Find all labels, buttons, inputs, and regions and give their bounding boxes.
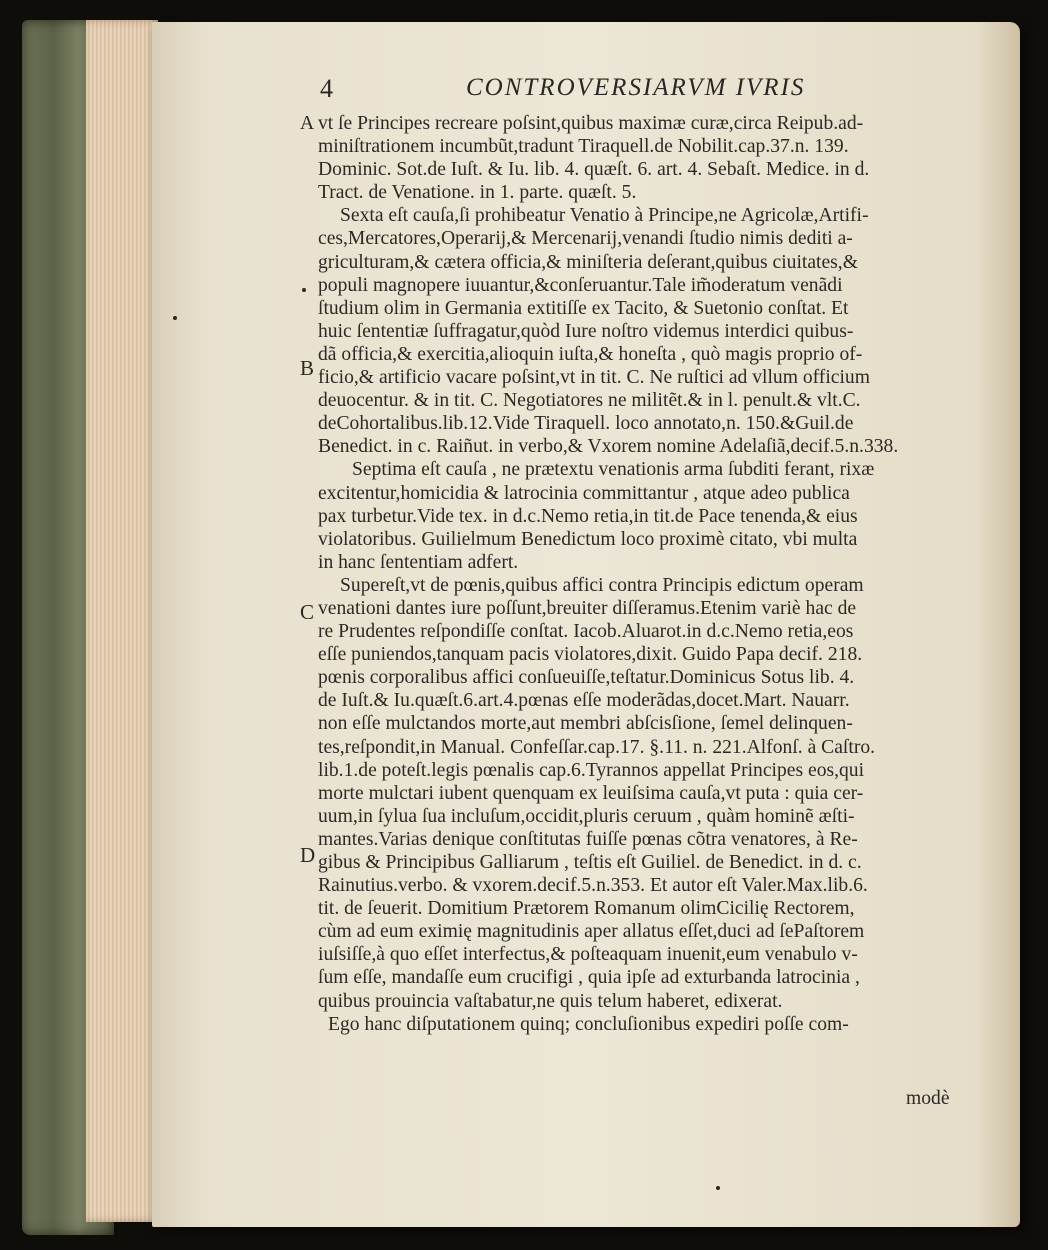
text-line: ſum eſſe, mandaſſe eum crucifigi , quia ipſe ad exturbanda latrocinia , [318,967,860,989]
text-line: Rainutius.verbo. & vxorem.decif.5.n.353. Et autor eſt Valer.Max.lib.6. [318,875,868,897]
margin-letter-d: D [300,843,316,867]
text-line: violatoribus. Guilielmum Benedictum loco proximè citato, vbi multa [318,528,858,550]
text-line: tit. de ſeuerit. Domitium Prætorem Romanum olimCicilię Rectorem, [318,898,855,920]
text-line: gibus & Principibus Galliarum , teſtis eſt Guiliel. de Benedict. in d. c. [318,852,862,873]
catchword: modè [906,1088,950,1109]
page-header [320,74,1000,110]
text-line: uum,in ſylua ſua incluſum,occidit,pluris ceruum , quàm hominẽ æſti- [318,805,855,827]
text-line: Tract. de Venatione. in 1. parte. quæſt. 5. [318,182,637,204]
text-line: mantes.Varias denique conſtitutas fuiſſe pœnas cõtra venatores, à Re- [318,828,858,850]
text-line: non eſſe mulctandos morte,aut membri abſcisſione, ſemel delinquen- [318,713,853,735]
text-line: pax turbetur.Vide tex. in d.c.Nemo retia,in tit.de Pace tenenda,& eius [318,505,858,527]
ink-spot [302,288,306,292]
text-line: excitentur,homicidia & latrocinia committantur , atque adeo publica [318,482,850,504]
text-line: griculturam,& cætera officia,& miniſteria deſerant,quibus ciuitates,& [318,251,858,273]
text-line: iuſsiſſe,à quo eſſet interfectus,& poſteaquam inuenit,eum venabulo v- [318,944,858,966]
text-line: Septima eſt cauſa , ne prætextu venationis arma ſubditi ferant, rixæ [352,459,875,481]
text-line: Benedict. in c. Raiñut. in verbo,& Vxorem nomine Adelaſiã,decif.5.n.338. [318,436,899,458]
body-text [300,112,998,1036]
text-line: tes,reſpondit,in Manual. Confeſſar.cap.17. §.11. n. 221.Alfonſ. à Caſtro. [318,736,876,758]
text-line: ficio,& artificio vacare poſsint,vt in tit. C. Ne ruſtici ad vllum officium [318,367,870,389]
text-line: cùm ad eum eximię magnitudinis aper allatus eſſet,duci ad ſePaſtorem [318,921,865,943]
text-line: venationi dantes iure poſſunt,breuiter diſſeramus.Etenim variè hac de [318,597,857,619]
text-line: deuocentur. & in tit. C. Negotiatores ne militẽt.& in l. penult.& vlt.C. [318,390,861,412]
text-line: A vt ſe Principes recreare poſsint,quibus maximæ curæ,circa Reipub.ad- [300,113,864,134]
text-line: lib.1.de poteſt.legis pœnalis cap.6.Tyrannos appellat Principes eos,qui [318,759,865,781]
text-line: eſſe puniendos,tanquam pacis violatores,dixit. Guido Papa decif. 218. [318,644,863,666]
text-line: morte mulctari iubent quenquam ex leuiſsima cauſa,vt puta : quia cer- [318,782,864,804]
text-line: Sexta eſt cauſa,ſi prohibeatur Venatio à Principe,ne Agricolæ,Artifi- [340,205,869,227]
text-line: ces,Mercatores,Operarij,& Mercenarij,venandi ſtudio nimis dediti a- [318,228,853,250]
text-line: Ego hanc diſputationem quinq; concluſionibus expediri poſſe com- [328,1013,849,1035]
ink-spot [173,316,177,320]
page-edges [86,20,158,1222]
text-line: Supereſt,vt de pœnis,quibus affici contra Principis edictum operam [340,574,864,596]
text-line: quibus prouincia vaſtabatur,ne quis telum haberet, edixerat. [318,990,783,1012]
text-line: Dominic. Sot.de Iuſt. & Iu. lib. 4. quæſt. 6. art. 4. Sebaſt. Medice. in d. [318,159,870,181]
ink-spot [716,1186,720,1190]
margin-letter-c: C [300,600,315,624]
text-line: ſtudium olim in Germania extitiſſe ex Tacito, & Suetonio conſtat. Et [318,297,849,319]
text-line: re Prudentes reſpondiſſe conſtat. Iacob.Aluarot.in d.c.Nemo retia,eos [318,621,854,643]
text-line: populi magnopere iuuantur,&conſeruantur.Tale im̃oderatum venãdi [318,274,843,296]
text-line: pœnis corporalibus affici conſueuiſſe,teſtatur.Dominicus Sotus lib. 4. [318,667,855,689]
running-head: CONTROVERSIARVM IVRIS [466,74,806,101]
text-line: de Iuſt.& Iu.quæſt.6.art.4.pœnas eſſe moderãdas,docet.Mart. Nauarr. [318,690,850,712]
margin-letter-b: B [300,356,315,380]
text-line: deCohortalibus.lib.12.Vide Tiraquell. loco annotato,n. 150.&Guil.de [318,413,854,435]
text-line: huic ſententiæ ſuffragatur,quòd Iure noſtro videmus interdici quibus- [318,320,854,342]
page-number: 4 [320,74,333,103]
text-line: miniſtrationem incumbũt,tradunt Tiraquell.de Nobilit.cap.37.n. 139. [318,136,849,158]
text-line: in hanc ſententiam adfert. [318,551,519,573]
text-line: dã officia,& exercitia,alioquin iuſta,& honeſta , quò magis proprio of- [318,343,863,365]
